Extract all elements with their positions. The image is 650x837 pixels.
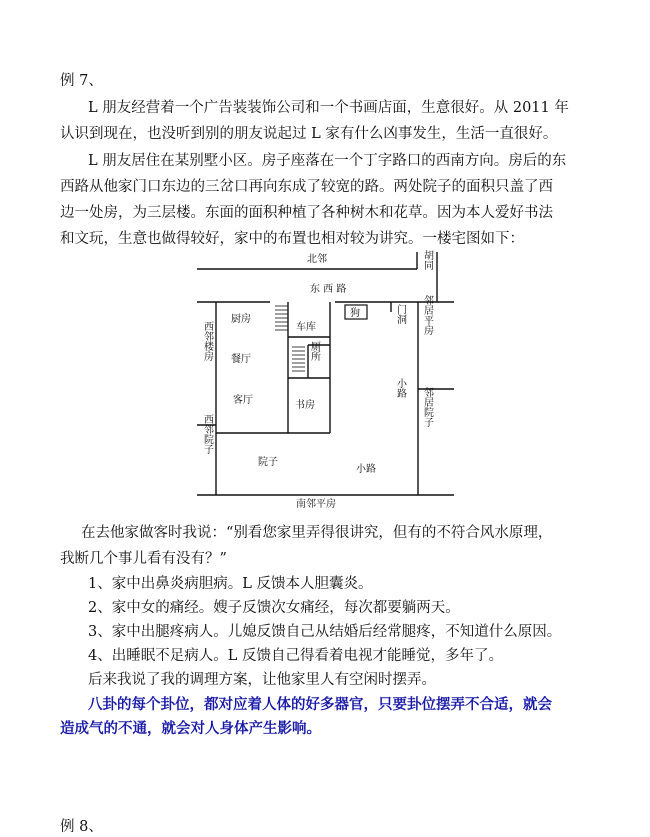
dog-label: 狗: [350, 308, 360, 319]
west-top-neighbor-label: 西邻楼房: [201, 321, 213, 361]
item-2: 2、家中女的痛经。嫂子反馈次女痛经，每次都要躺两天。: [88, 600, 460, 616]
para1-line2: 认识到现在，也没听到别的朋友说起过 L 家有什么凶事发生，生活一直很好。: [60, 126, 558, 142]
east-west-road-label: 东 西 路: [310, 284, 347, 295]
south-path-label: 小路: [356, 464, 376, 475]
east-top-neighbor-label: 邻居平房: [421, 295, 433, 335]
emphasis-line2: 造成气的不通，就会对人身体产生影响。: [60, 721, 321, 737]
west-bottom-neighbor-label: 西邻院子: [201, 414, 213, 454]
north-neighbor-label: 北邻: [307, 254, 327, 265]
alley-label: 胡同: [421, 250, 433, 270]
emphasis-line1: 八卦的每个卦位，都对应着人体的好多器官，只要卦位摆弄不合适，就会: [88, 697, 552, 713]
para3-line2: 我断几个事儿看有没有？”: [60, 551, 227, 567]
item-4: 4、出睡眠不足病人。L 反馈自己得看着电视才能睡觉，多年了。: [88, 648, 503, 664]
south-neighbor-label: 南邻平房: [296, 499, 336, 510]
para2-line2: 西路从他家门口东边的三岔口再向东成了较宽的路。两处院子的面积只盖了西: [60, 179, 553, 195]
item-3: 3、家中出腿疼病人。儿媳反馈自己从结婚后经常腿疼，不知道什么原因。: [88, 624, 562, 640]
example-7-heading: 例 7、: [60, 73, 103, 89]
gate-label: 门洞: [394, 304, 406, 324]
para2-line1: L 朋友居住在某别墅小区。房子座落在一个丁字路口的西南方向。房后的东: [88, 153, 567, 169]
living-room-label: 客厅: [233, 395, 253, 406]
study-label: 书房: [295, 400, 315, 411]
east-bottom-neighbor-label: 邻居院子: [421, 387, 433, 427]
east-path-label: 小路: [394, 378, 406, 398]
toilet-label: 厕所: [308, 341, 320, 361]
item-1: 1、家中出鼻炎病胆病。L 反馈本人胆囊炎。: [88, 576, 373, 592]
para3-line1: 在去他家做客时我说：“别看您家里弄得很讲究，但有的不符合风水原理，: [81, 525, 553, 541]
kitchen-label: 厨房: [231, 314, 251, 325]
para2-line4: 和文玩，生意也做得较好，家中的布置也相对较为讲究。一楼宅图如下：: [60, 231, 524, 247]
garage-label: 车库: [296, 322, 316, 333]
dining-room-label: 餐厅: [231, 354, 251, 365]
example-8-heading: 例 8、: [60, 819, 103, 835]
para2-line3: 边一处房，为三层楼。东面的面积种植了各种树木和花草。因为本人爱好书法: [60, 205, 553, 221]
after-text: 后来我说了我的调理方案，让他家里人有空闲时摆弄。: [88, 672, 436, 688]
para1-line1: L 朋友经营着一个广告装装饰公司和一个书画店面，生意很好。从 2011 年: [88, 100, 569, 116]
yard-label: 院子: [258, 457, 278, 468]
